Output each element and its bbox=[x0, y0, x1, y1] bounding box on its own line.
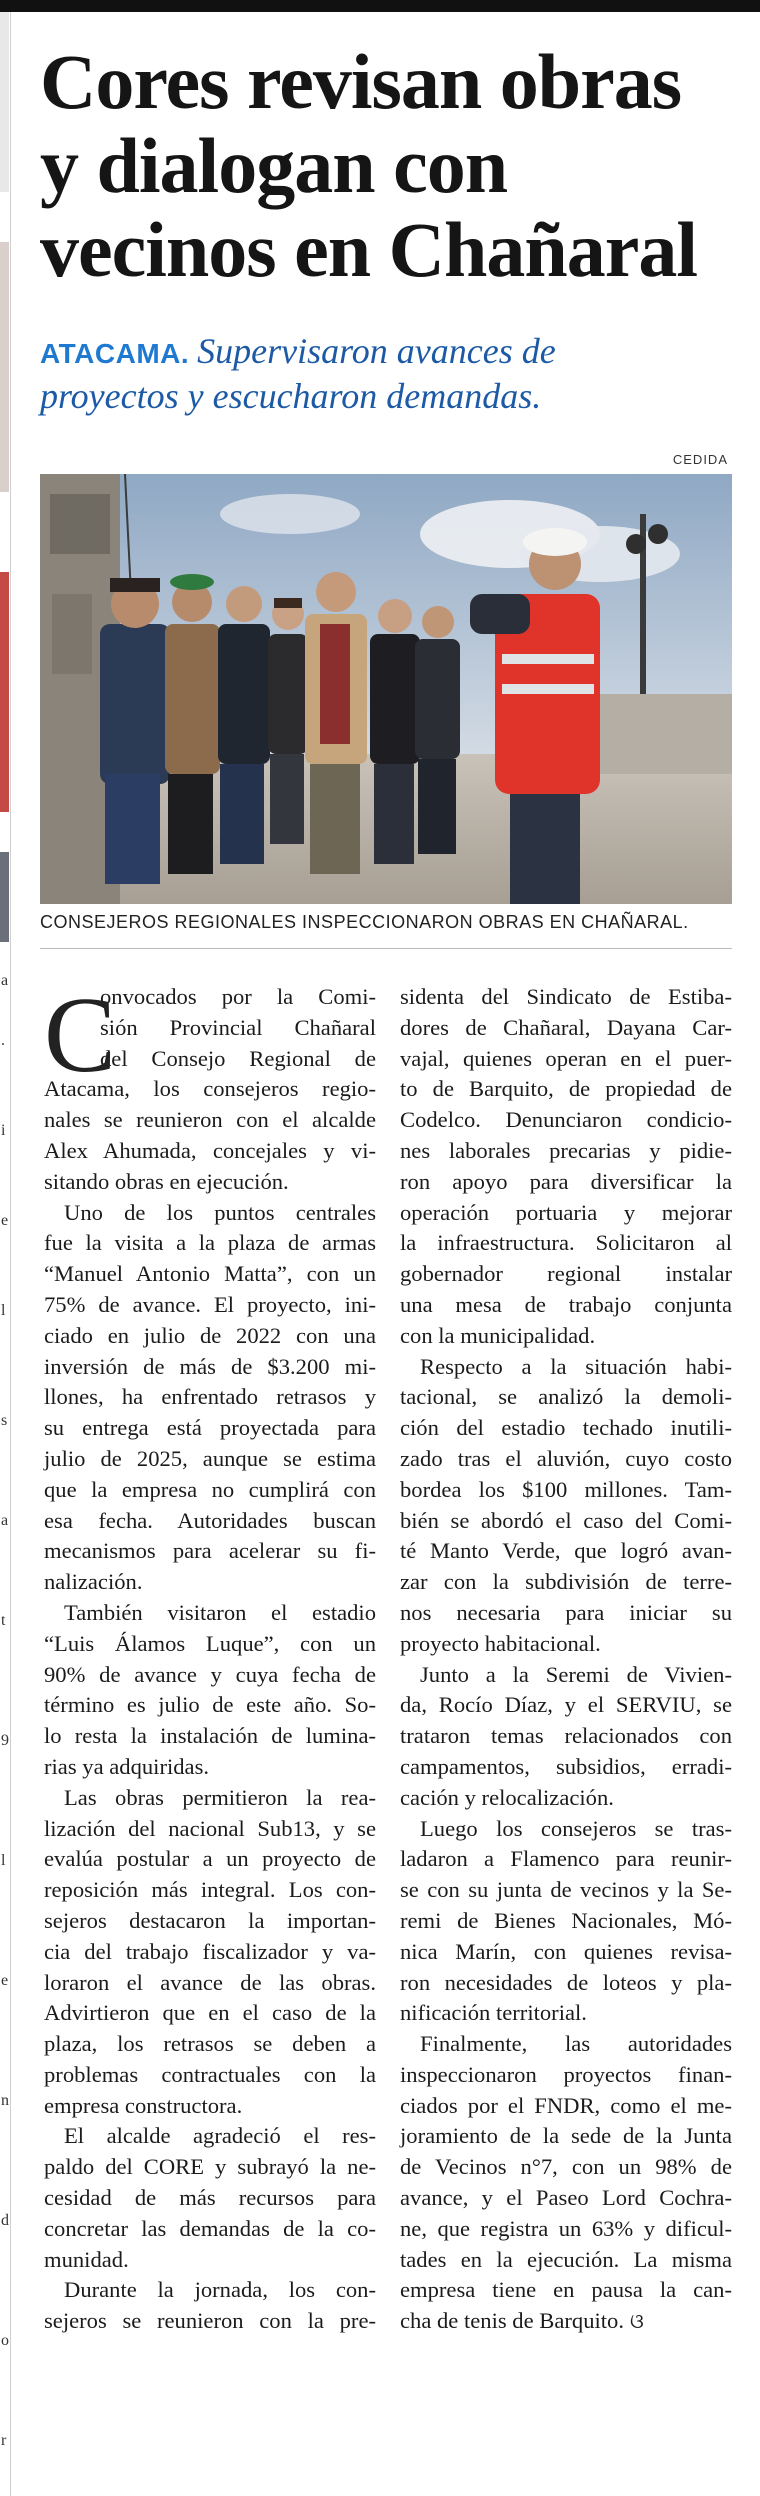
body-line: fue la visita a la plaza de armas bbox=[44, 1230, 376, 1256]
body-line: esa fecha. Autoridades buscan bbox=[44, 1507, 376, 1533]
body-line: sión Provincial Chañaral bbox=[100, 1014, 376, 1040]
group-photo-illustration bbox=[40, 474, 732, 904]
photo-caption: CONSEJEROS REGIONALES INSPECCIONARON OBRAS EN CHAÑARAL. bbox=[40, 912, 689, 932]
headline-line: vecinos en Chañaral bbox=[40, 206, 698, 293]
body-line: inspeccionaron proyectos finan- bbox=[400, 2061, 732, 2087]
body-line: empresa constructora. bbox=[44, 2092, 243, 2118]
body-line: trataron temas relacionados con bbox=[400, 1723, 732, 1749]
body-line: plaza, los retrasos se deben a bbox=[44, 2031, 376, 2057]
article-column-right bbox=[400, 982, 732, 2337]
body-line: lización del nacional Sub13, y se bbox=[44, 1815, 376, 1841]
body-line: con la municipalidad. bbox=[400, 1322, 596, 1348]
body-line: También visitaron el estadio bbox=[64, 1599, 376, 1625]
body-line: Finalmente, las autoridades bbox=[420, 2031, 732, 2057]
body-line: remi de Bienes Nacionales, Mó- bbox=[400, 1907, 732, 1933]
body-line: su entrega está proyectada para bbox=[44, 1415, 376, 1441]
body-line: vajal, quienes operan en el puer- bbox=[400, 1045, 732, 1071]
body-line: “Manuel Antonio Matta”, con un bbox=[44, 1261, 376, 1287]
body-line: ciado en julio de 2022 con una bbox=[44, 1322, 376, 1348]
body-line: zar con la subdivisión de terre- bbox=[400, 1569, 732, 1595]
body-line: dores de Chañaral, Dayana Car- bbox=[400, 1014, 732, 1040]
body-line: avance, y el Paseo Lord Cochra- bbox=[400, 2185, 732, 2211]
body-line: mecanismos para acelerar su fi- bbox=[44, 1538, 376, 1564]
body-line: Respecto a la situación habi- bbox=[420, 1353, 732, 1379]
drop-cap: C bbox=[44, 976, 117, 1095]
body-line: nes laborales precarias y pidie- bbox=[400, 1137, 732, 1163]
body-line: bién se abordó el caso del Comi- bbox=[400, 1507, 732, 1533]
headline-line: Cores revisan obras bbox=[40, 38, 682, 125]
caption-rule bbox=[40, 948, 732, 949]
body-line: ne, que registra un 63% y dificul- bbox=[400, 2215, 732, 2241]
top-border bbox=[0, 0, 760, 12]
body-line: término es julio de este año. So- bbox=[44, 1692, 376, 1718]
body-line: té Manto Verde, que logró avan- bbox=[400, 1538, 732, 1564]
body-line: nales se reunieron con el alcalde bbox=[44, 1107, 376, 1133]
body-line: cia del trabajo fiscalizador y va- bbox=[44, 1938, 376, 1964]
body-line: joramiento de la sede de la Junta bbox=[400, 2123, 732, 2149]
body-line: 75% de avance. El proyecto, ini- bbox=[44, 1291, 376, 1317]
body-text: cha de tenis de Barquito. bbox=[400, 2308, 624, 2334]
body-line: ron necesidades de loteos y pla- bbox=[400, 1969, 732, 1995]
adjacent-page-strip: a . i e l s a t 9 l e n d o r bbox=[0, 12, 11, 2496]
body-line: Alex Ahumada, concejales y vi- bbox=[44, 1137, 376, 1163]
body-line: Codelco. Denunciaron condicio- bbox=[400, 1107, 732, 1133]
body-line: Atacama, los consejeros regio- bbox=[44, 1076, 376, 1102]
body-line: nificación territorial. bbox=[400, 2000, 587, 2026]
body-line: sejeros destacaron la importan- bbox=[44, 1907, 376, 1933]
body-line: evalúa postular a un proyecto de bbox=[44, 1846, 376, 1872]
body-line: da, Rocío Díaz, y el SERVIU, se bbox=[400, 1692, 732, 1718]
article-column-left bbox=[44, 976, 376, 2337]
body-line: loraron el avance de las obras. bbox=[44, 1969, 376, 1995]
photo-credit: CEDIDA bbox=[672, 452, 728, 467]
body-line: Advirtieron que en el caso de la bbox=[44, 2000, 376, 2026]
body-line: Junto a la Seremi de Vivien- bbox=[420, 1661, 732, 1687]
end-mark-icon: ଓ bbox=[630, 2309, 644, 2334]
body-line: tades en la ejecución. La misma bbox=[400, 2246, 732, 2272]
body-line: ladaron a Flamenco para reunir- bbox=[400, 1846, 732, 1872]
body-line: sidenta del Sindicato de Estiba- bbox=[400, 984, 732, 1009]
body-line: empresa tiene en pausa la can- bbox=[400, 2277, 732, 2303]
body-line: julio de 2025, aunque se estima bbox=[44, 1445, 376, 1471]
body-line: nica Marín, con quienes revisa- bbox=[400, 1938, 732, 1964]
body-line: operación portuaria y mejorar bbox=[400, 1199, 732, 1225]
body-line: El alcalde agradeció el res- bbox=[64, 2123, 376, 2149]
body-line: nalización. bbox=[44, 1569, 143, 1595]
body-line: munidad. bbox=[44, 2246, 129, 2272]
body-line: onvocados por la Comi- bbox=[100, 984, 376, 1009]
body-line: sitando obras en ejecución. bbox=[44, 1168, 289, 1194]
body-line: reposición más integral. Los con- bbox=[44, 1877, 376, 1903]
body-line: una mesa de trabajo conjunta bbox=[400, 1291, 732, 1317]
body-line: se con su junta de vecinos y la Se- bbox=[400, 1877, 732, 1903]
body-line: de Vecinos n°7, con un 98% de bbox=[400, 2154, 732, 2180]
body-line: la infraestructura. Solicitaron al bbox=[400, 1230, 732, 1256]
body-line: gobernador regional instalar bbox=[400, 1261, 732, 1287]
body-line: inversión de más de $3.200 mi- bbox=[44, 1353, 376, 1379]
body-line: Las obras permitieron la rea- bbox=[64, 1784, 376, 1810]
article-headline bbox=[40, 40, 740, 292]
body-line: cesidad de más recursos para bbox=[44, 2185, 376, 2211]
body-line: que la empresa no cumplirá con bbox=[44, 1476, 376, 1502]
body-line: tacional, se analizó la demoli- bbox=[400, 1384, 732, 1410]
body-line: Luego los consejeros se tras- bbox=[420, 1815, 732, 1841]
body-line: ron apoyo para diversificar la bbox=[400, 1168, 732, 1194]
body-line: Durante la jornada, los con- bbox=[64, 2277, 376, 2303]
article-photo bbox=[40, 474, 732, 904]
body-line: ción del estadio techado inutili- bbox=[400, 1415, 732, 1441]
body-line: nos necesaria para iniciar su bbox=[400, 1599, 732, 1625]
headline-line: y dialogan con bbox=[40, 122, 508, 209]
body-line: del Consejo Regional de bbox=[100, 1045, 376, 1071]
body-line: 90% de avance y cuya fecha de bbox=[44, 1661, 376, 1687]
body-line: paldo del CORE y subrayó la ne- bbox=[44, 2154, 376, 2180]
body-line-final bbox=[400, 2306, 732, 2337]
region-label: ATACAMA. bbox=[40, 338, 190, 369]
body-line: bordea los $100 millones. Tam- bbox=[400, 1476, 732, 1502]
body-line: sejeros se reunieron con la pre- bbox=[44, 2308, 376, 2334]
body-line: Uno de los puntos centrales bbox=[64, 1199, 376, 1225]
body-line: llones, ha enfrentado retrasos y bbox=[44, 1384, 376, 1410]
body-line: cación y relocalización. bbox=[400, 1784, 614, 1810]
deck-line: Supervisaron avances de bbox=[197, 331, 556, 371]
body-line: concretar las demandas de la co- bbox=[44, 2215, 376, 2241]
body-line: zado tras el aluvión, cuyo costo bbox=[400, 1445, 732, 1471]
body-line: proyecto habitacional. bbox=[400, 1630, 601, 1656]
body-line: rias ya adquiridas. bbox=[44, 1753, 210, 1779]
body-line: ciados por el FNDR, como el me- bbox=[400, 2092, 732, 2118]
body-line: “Luis Álamos Luque”, con un bbox=[44, 1630, 376, 1656]
body-line: problemas contractuales con la bbox=[44, 2061, 376, 2087]
deck-line: proyectos y escucharon demandas. bbox=[40, 376, 542, 416]
article-deck bbox=[40, 330, 740, 417]
body-line: lo resta la instalación de lumina- bbox=[44, 1723, 376, 1749]
body-line: to de Barquito, de propiedad de bbox=[400, 1076, 732, 1102]
body-line: campamentos, subsidios, erradi- bbox=[400, 1753, 732, 1779]
